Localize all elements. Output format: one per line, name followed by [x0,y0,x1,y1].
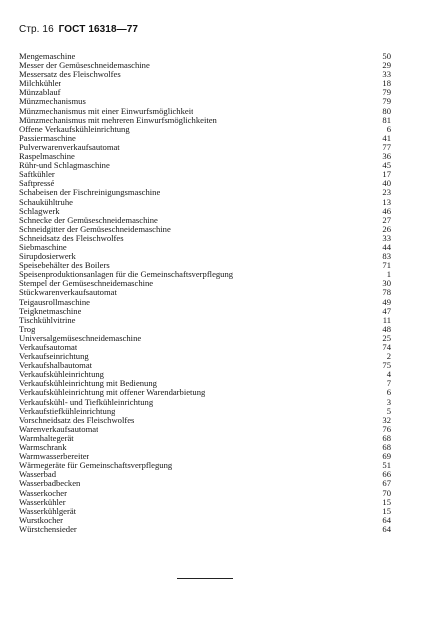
index-entry [19,52,391,61]
index-page-number: 67 [382,478,391,489]
index-term: Warmschrank [19,443,67,453]
index-term: Verkaufseinrichtung [19,352,89,362]
index-entry [19,261,391,270]
index-entry [19,398,391,407]
index-term: Schlagwerk [19,206,60,216]
index-term: Wasserkühlgerät [19,506,77,516]
index-term: Speisenproduktionsanlagen für die Gemeinschaftsverpflegung [19,270,234,280]
index-page-number: 64 [382,514,391,525]
index-term: Münzmechanismus [19,97,86,107]
index-entry [19,489,391,498]
index-page-number: 78 [382,287,391,298]
index-entry [19,479,391,488]
index-page-number: 33 [382,232,391,243]
index-entry [19,325,391,334]
index-term: Schneidgitter der Gemüseschneidemaschine [19,224,171,234]
index-entry [19,298,391,307]
page-header [19,24,138,35]
index-list [19,52,391,534]
index-page-number: 74 [382,342,391,352]
index-entry [19,134,391,143]
index-page-number: 32 [382,414,391,425]
index-page-number: 83 [382,251,391,262]
index-term: Verkaufskühleinrichtung [19,370,104,380]
index-page-number: 27 [382,214,391,225]
standard-designation: ГОСТ 16318—77 [58,24,139,35]
index-term: Verkaufskühleinrichtung mit Bedienung [19,379,157,389]
index-page-number: 70 [382,487,391,498]
index-entry [19,279,391,288]
index-entry [19,125,391,134]
index-term: Messer der Gemüseschneidemaschine [19,61,150,71]
index-page-number: 23 [382,187,391,198]
index-term: Vorschneidsatz des Fleischwolfes [19,415,135,425]
index-term: Verkaufskühleinrichtung mit offener Warendarbietung [19,388,206,398]
index-term: Stückwarenverkaufsautomat [19,288,117,298]
index-page-number: 76 [382,423,391,434]
footer-rule [177,578,233,579]
index-entry [19,216,391,225]
index-entry [19,179,391,188]
index-page-number: 46 [382,205,391,216]
index-page-number: 69 [382,451,391,462]
index-page-number: 6 [386,387,391,398]
index-entry [19,388,391,397]
index-term: Schaukühltruhe [19,197,73,207]
index-page-number: 15 [382,496,391,507]
index-entry [19,188,391,197]
index-entry [19,161,391,170]
index-entry [19,97,391,106]
index-term: Verkaufsautomat [19,343,78,352]
index-entry [19,116,391,125]
index-page-number: 48 [382,323,391,334]
index-page-number: 29 [382,60,391,71]
index-term: Teigknetmaschine [19,306,82,316]
index-term: Wasserbad [19,470,57,480]
index-entry [19,243,391,252]
index-term: Verkaufskühl- und Tiefkühleinrichtung [19,397,154,407]
index-page-number: 6 [386,123,391,134]
index-entry [19,443,391,452]
index-term: Warmhaltegerät [19,433,74,443]
index-entry [19,270,391,279]
index-page-number: 51 [382,460,391,471]
index-page-number: 4 [386,369,391,380]
index-term: Raspelmaschine [19,152,75,162]
index-page-number: 7 [386,378,391,389]
index-entry [19,470,391,479]
index-entry [19,370,391,379]
index-term: Wasserkühler [19,497,66,507]
index-entry [19,352,391,361]
index-entry [19,525,391,534]
index-page-number: 41 [382,132,391,143]
index-term: Wasserkocher [19,488,67,498]
index-term: Saftkühler [19,170,55,180]
index-term: Offene Verkaufskühleinrichtung [19,124,130,134]
index-entry [19,252,391,261]
index-page-number: 45 [382,160,391,171]
index-page-number: 66 [382,469,391,480]
index-term: Mengemaschine [19,52,76,61]
index-page-number: 47 [382,305,391,316]
index-page-number: 80 [382,105,391,116]
index-entry [19,498,391,507]
index-entry [19,416,391,425]
index-term: Warenverkaufsautomat [19,424,99,434]
index-page-number: 33 [382,69,391,80]
index-page-number: 13 [382,196,391,207]
index-term: Würstchensieder [19,524,77,534]
index-term: Passiermaschine [19,133,76,143]
index-entry [19,407,391,416]
index-entry [19,198,391,207]
index-entry [19,307,391,316]
index-term: Verkaufshalbautomat [19,361,93,371]
index-term: Verkaufstiefkühleinrichtung [19,406,116,416]
index-page-number: 5 [386,405,391,416]
index-entry [19,343,391,352]
index-term: Teigausrollmaschine [19,297,90,307]
index-page-number: 2 [386,351,391,362]
index-page-number: 25 [382,332,391,343]
index-page-number: 79 [382,96,391,107]
index-page-number: 49 [382,296,391,307]
index-page-number: 1 [386,269,391,280]
index-page-number: 77 [382,141,391,152]
index-entry [19,207,391,216]
index-page-number: 30 [382,278,391,289]
index-term: Tischkühlvitrine [19,315,76,325]
index-entry [19,170,391,179]
index-page-number: 15 [382,505,391,516]
index-page-number: 68 [382,432,391,443]
index-entry [19,88,391,97]
index-entry [19,143,391,152]
page-number-label: Стр. 16 [19,24,54,35]
index-term: Rühr-und Schlagmaschine [19,161,110,171]
index-entry [19,70,391,79]
index-term: Universalgemüseschneidemaschine [19,333,142,343]
index-page-number: 18 [382,78,391,89]
index-page-number: 40 [382,178,391,189]
index-term: Pulverwarenverkaufsautomat [19,142,120,152]
index-entry [19,107,391,116]
index-entry [19,507,391,516]
index-entry [19,61,391,70]
index-term: Sirupdosierwerk [19,252,76,262]
index-entry [19,452,391,461]
index-term: Milchkühler [19,79,62,89]
index-entry [19,316,391,325]
index-term: Wasserbadbecken [19,479,81,489]
index-term: Wärmegeräte für Gemeinschaftsverpflegung [19,461,173,471]
index-entry [19,434,391,443]
index-entry [19,334,391,343]
index-term: Messersatz des Fleischwolfes [19,70,121,80]
index-page-number: 64 [382,523,391,534]
index-page-number: 68 [382,442,391,453]
index-term: Wurstkocher [19,515,64,525]
index-term: Trog [19,324,36,334]
index-page-number: 79 [382,87,391,98]
index-term: Schnecke der Gemüseschneidemaschine [19,215,158,225]
index-entry [19,379,391,388]
index-term: Warmwasserbereiter [19,452,90,462]
index-entry [19,234,391,243]
index-entry [19,461,391,470]
index-term: Speisebehälter des Boilers [19,261,110,271]
index-page-number: 81 [382,114,391,125]
index-page-number: 71 [382,260,391,271]
index-entry [19,516,391,525]
index-term: Saftpressé [19,179,55,189]
index-page-number: 75 [382,360,391,371]
index-term: Schabeisen der Fischreinigungsmaschine [19,188,161,198]
index-entry [19,225,391,234]
index-term: Münzablauf [19,88,61,98]
index-page-number: 3 [386,396,391,407]
index-term: Stempel der Gemüseschneidemaschine [19,279,154,289]
index-page-number: 17 [382,169,391,180]
index-entry [19,288,391,297]
index-page-number: 50 [382,51,391,61]
index-entry [19,79,391,88]
index-entry [19,361,391,370]
index-entry [19,425,391,434]
index-term: Siebmaschine [19,242,67,252]
index-page-number: 26 [382,223,391,234]
index-term: Münzmechanismus mit einer Einwurfsmöglichkeit [19,106,194,116]
index-page-number: 44 [382,241,391,252]
index-page-number: 11 [382,314,391,325]
index-page-number: 36 [382,151,391,162]
index-term: Münzmechanismus mit mehreren Einwurfsmöglichkeiten [19,115,217,125]
index-term: Schneidsatz des Fleischwolfes [19,233,124,243]
index-entry [19,152,391,161]
